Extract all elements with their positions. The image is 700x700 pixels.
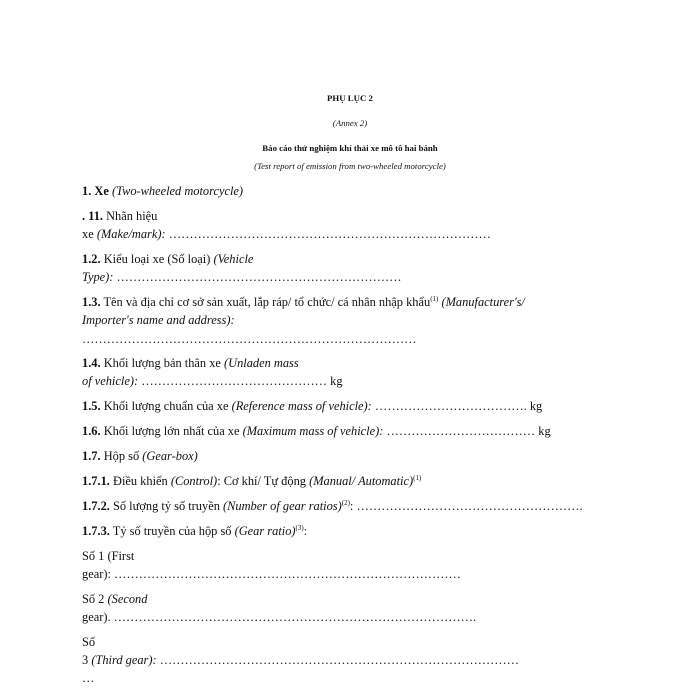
section-1-2-line2: Type): …………………………………………………………… bbox=[82, 270, 402, 284]
gear-1-dots: ………………………………………………………………………… bbox=[114, 567, 461, 581]
gear-1-line2: gear): ………………………………………………………………………… bbox=[82, 567, 461, 581]
annex-title-en: (Annex 2) bbox=[332, 118, 368, 128]
section-1-1-line2: xe (Make/mark): …………………………………………………………………… bbox=[82, 227, 491, 241]
gear-3-line2: 3 (Third gear): …………………………………………………………………………… bbox=[82, 653, 520, 667]
gear-2-line1: Số 2 (Second bbox=[82, 592, 148, 606]
section-1-6: 1.6. Khối lượng lớn nhất của xe (Maximum mass of vehicle): ……………………………… kg bbox=[82, 424, 551, 438]
section-1-7-1: 1.7.1. Điều khiển (Control): Cơ khí/ Tự động (Manual/ Automatic)$^{(1)}$ bbox=[82, 474, 422, 488]
annex-title: PHỤ LỤC 2 bbox=[327, 93, 373, 103]
continuation-ellipsis: … bbox=[82, 671, 95, 685]
section-1-7-3: 1.7.3. Tỷ số truyền của hộp số (Gear ratio)$^{(3)}$: bbox=[82, 524, 308, 538]
manufacturer-field-dots: ……………………………………………………………………… bbox=[82, 332, 417, 346]
section-1-3-line1: 1.3. Tên và địa chỉ cơ sở sản xuất, lắp ráp/ tổ chức/ cá nhân nhập khẩu$^{(1)}$ (Manufacturer's/ bbox=[82, 295, 525, 309]
gear-2-dots: ……………………………………………………………………………. bbox=[113, 610, 477, 624]
section-1-7: 1.7. Hộp số (Gear-box) bbox=[82, 449, 198, 463]
section-1-1-line1: . 11. Nhãn hiệu bbox=[82, 209, 158, 223]
section-1-3-line2: Importer's name and address): bbox=[82, 313, 235, 327]
make-field-dots: …………………………………………………………………… bbox=[168, 227, 491, 241]
type-field-dots: …………………………………………………………… bbox=[116, 270, 402, 284]
section-1: 1. Xe (Two-wheeled motorcycle) bbox=[82, 184, 244, 198]
section-1-4-line2: of vehicle): ……………………………………… kg bbox=[82, 374, 343, 388]
maximum-mass-dots: ……………………………… bbox=[386, 424, 536, 438]
section-1-2-line1: 1.2. Kiểu loại xe (Số loại) (Vehicle bbox=[82, 252, 254, 266]
unladen-mass-dots: ……………………………………… bbox=[141, 374, 328, 388]
report-heading-en: (Test report of emission from two-wheeled motorcycle) bbox=[254, 161, 446, 171]
gear-ratios-dots: : ………………………………………………. bbox=[349, 499, 583, 513]
gear-3-line1: Số bbox=[82, 635, 96, 649]
reference-mass-dots: ………………………………. bbox=[374, 399, 527, 413]
section-1-4-line1: 1.4. Khối lượng bản thân xe (Unladen mass bbox=[82, 356, 299, 370]
report-heading: Báo cáo thử nghiệm khí thải xe mô tô hai bánh bbox=[262, 143, 438, 153]
gear-3-dots: …………………………………………………………………………… bbox=[159, 653, 520, 667]
gear-1-line1: Số 1 (First bbox=[82, 549, 135, 563]
section-1-7-2: 1.7.2. Số lượng tỷ số truyền (Number of gear ratios)$^{(2)}$: ………………………………………………. bbox=[82, 499, 583, 513]
gear-2-line2: gear). ……………………………………………………………………………. bbox=[82, 610, 477, 624]
section-1-5: 1.5. Khối lượng chuẩn của xe (Reference mass of vehicle): ………………………………. kg bbox=[82, 399, 543, 413]
